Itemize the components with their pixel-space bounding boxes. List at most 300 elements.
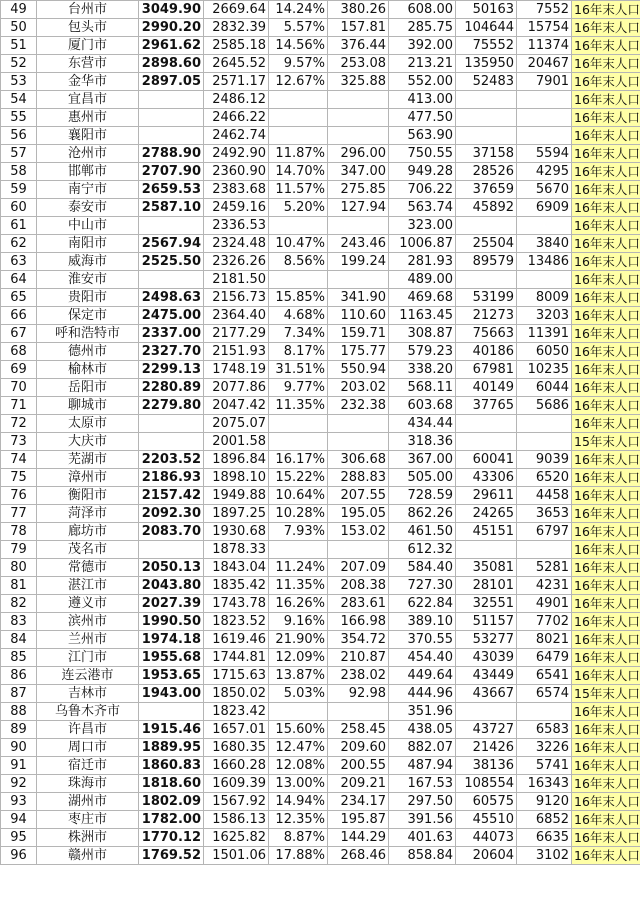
table-row <box>1 559 640 577</box>
rank-cell: 88 <box>1 703 37 721</box>
prev-gdp-cell: 2181.50 <box>204 271 269 289</box>
gdp-per-capita-usd-cell: 3840 <box>517 235 572 253</box>
increase-cell: 203.02 <box>328 379 389 397</box>
rank-cell: 80 <box>1 559 37 577</box>
gdp-per-capita-usd-cell: 7901 <box>517 73 572 91</box>
prev-gdp-cell: 2383.68 <box>204 181 269 199</box>
gdp-per-capita-usd-cell: 6909 <box>517 199 572 217</box>
increase-cell: 283.61 <box>328 595 389 613</box>
population-cell: 622.84 <box>389 595 456 613</box>
prev-gdp-cell: 2466.22 <box>204 109 269 127</box>
gdp-per-capita-cny-cell: 32551 <box>456 595 517 613</box>
gdp-per-capita-cny-cell: 60041 <box>456 451 517 469</box>
rank-cell: 54 <box>1 91 37 109</box>
prev-gdp-cell: 2077.86 <box>204 379 269 397</box>
rank-cell: 73 <box>1 433 37 451</box>
gdp-cell: 2961.62 <box>139 37 204 55</box>
gdp-per-capita-cny-cell: 53199 <box>456 289 517 307</box>
gdp-cell: 1769.52 <box>139 847 204 865</box>
population-note-cell: 16年末人口 <box>572 73 640 91</box>
increase-cell <box>328 415 389 433</box>
population-note-cell: 16年末人口 <box>572 217 640 235</box>
rank-cell: 72 <box>1 415 37 433</box>
prev-gdp-cell: 1501.06 <box>204 847 269 865</box>
table-row <box>1 703 640 721</box>
gdp-cell: 2525.50 <box>139 253 204 271</box>
gdp-cell: 2299.13 <box>139 361 204 379</box>
gdp-per-capita-usd-cell: 7552 <box>517 1 572 19</box>
rank-cell: 50 <box>1 19 37 37</box>
table-row <box>1 739 640 757</box>
population-note-cell: 16年末人口 <box>572 19 640 37</box>
prev-gdp-cell: 1680.35 <box>204 739 269 757</box>
gdp-per-capita-usd-cell: 4231 <box>517 577 572 595</box>
population-cell: 351.96 <box>389 703 456 721</box>
table-body <box>1 1 640 865</box>
growth-rate-cell: 11.87% <box>269 145 328 163</box>
gdp-per-capita-usd-cell: 13486 <box>517 253 572 271</box>
gdp-per-capita-cny-cell: 51157 <box>456 613 517 631</box>
population-cell: 391.56 <box>389 811 456 829</box>
population-cell: 949.28 <box>389 163 456 181</box>
rank-cell: 60 <box>1 199 37 217</box>
population-note-cell: 16年末人口 <box>572 55 640 73</box>
gdp-per-capita-cny-cell: 38136 <box>456 757 517 775</box>
gdp-cell: 2027.39 <box>139 595 204 613</box>
gdp-per-capita-cny-cell: 43727 <box>456 721 517 739</box>
gdp-cell: 2203.52 <box>139 451 204 469</box>
population-cell: 461.50 <box>389 523 456 541</box>
table-row <box>1 721 640 739</box>
gdp-per-capita-usd-cell: 6520 <box>517 469 572 487</box>
gdp-per-capita-usd-cell <box>517 703 572 721</box>
growth-rate-cell: 7.34% <box>269 325 328 343</box>
growth-rate-cell: 12.35% <box>269 811 328 829</box>
population-note-cell: 16年末人口 <box>572 469 640 487</box>
table-row <box>1 343 640 361</box>
population-note-cell: 16年末人口 <box>572 523 640 541</box>
growth-rate-cell: 9.77% <box>269 379 328 397</box>
gdp-cell: 1860.83 <box>139 757 204 775</box>
gdp-per-capita-cny-cell: 21273 <box>456 307 517 325</box>
prev-gdp-cell: 1586.13 <box>204 811 269 829</box>
table-row <box>1 289 640 307</box>
population-cell: 469.68 <box>389 289 456 307</box>
gdp-per-capita-usd-cell: 3226 <box>517 739 572 757</box>
increase-cell: 144.29 <box>328 829 389 847</box>
gdp-cell: 1955.68 <box>139 649 204 667</box>
population-cell: 454.40 <box>389 649 456 667</box>
gdp-per-capita-cny-cell <box>456 91 517 109</box>
table-row <box>1 847 640 865</box>
gdp-cell <box>139 127 204 145</box>
population-note-cell: 16年末人口 <box>572 325 640 343</box>
city-cell: 江门市 <box>37 649 139 667</box>
gdp-cell: 2567.94 <box>139 235 204 253</box>
table-row <box>1 325 640 343</box>
gdp-cell: 1990.50 <box>139 613 204 631</box>
city-cell: 衡阳市 <box>37 487 139 505</box>
table-row <box>1 1 640 19</box>
prev-gdp-cell: 1949.88 <box>204 487 269 505</box>
population-note-cell: 16年末人口 <box>572 487 640 505</box>
table-row <box>1 613 640 631</box>
gdp-per-capita-usd-cell: 6050 <box>517 343 572 361</box>
gdp-per-capita-cny-cell: 35081 <box>456 559 517 577</box>
increase-cell: 341.90 <box>328 289 389 307</box>
increase-cell: 92.98 <box>328 685 389 703</box>
gdp-per-capita-usd-cell <box>517 109 572 127</box>
prev-gdp-cell: 2336.53 <box>204 217 269 235</box>
gdp-cell: 1770.12 <box>139 829 204 847</box>
table-row <box>1 361 640 379</box>
table-row <box>1 415 640 433</box>
gdp-per-capita-usd-cell: 8021 <box>517 631 572 649</box>
rank-cell: 56 <box>1 127 37 145</box>
city-cell: 宿迁市 <box>37 757 139 775</box>
city-cell: 珠海市 <box>37 775 139 793</box>
population-note-cell: 16年末人口 <box>572 127 640 145</box>
gdp-cell: 3049.90 <box>139 1 204 19</box>
increase-cell: 159.71 <box>328 325 389 343</box>
gdp-per-capita-usd-cell: 11374 <box>517 37 572 55</box>
rank-cell: 66 <box>1 307 37 325</box>
population-cell: 449.64 <box>389 667 456 685</box>
gdp-cell: 1782.00 <box>139 811 204 829</box>
gdp-cell: 1953.65 <box>139 667 204 685</box>
population-cell: 318.36 <box>389 433 456 451</box>
population-note-cell: 16年末人口 <box>572 181 640 199</box>
city-cell: 呼和浩特市 <box>37 325 139 343</box>
gdp-per-capita-usd-cell: 9039 <box>517 451 572 469</box>
gdp-per-capita-cny-cell <box>456 109 517 127</box>
city-cell: 大庆市 <box>37 433 139 451</box>
prev-gdp-cell: 1744.81 <box>204 649 269 667</box>
city-cell: 中山市 <box>37 217 139 235</box>
population-cell: 750.55 <box>389 145 456 163</box>
population-cell: 477.50 <box>389 109 456 127</box>
growth-rate-cell <box>269 433 328 451</box>
growth-rate-cell: 10.64% <box>269 487 328 505</box>
growth-rate-cell <box>269 703 328 721</box>
prev-gdp-cell: 1850.02 <box>204 685 269 703</box>
gdp-cell: 1818.60 <box>139 775 204 793</box>
growth-rate-cell: 15.85% <box>269 289 328 307</box>
gdp-per-capita-usd-cell <box>517 415 572 433</box>
population-note-cell: 16年末人口 <box>572 37 640 55</box>
rank-cell: 82 <box>1 595 37 613</box>
increase-cell: 232.38 <box>328 397 389 415</box>
population-cell: 323.00 <box>389 217 456 235</box>
population-cell: 444.96 <box>389 685 456 703</box>
gdp-per-capita-usd-cell: 20467 <box>517 55 572 73</box>
city-cell: 兰州市 <box>37 631 139 649</box>
city-cell: 包头市 <box>37 19 139 37</box>
table-row <box>1 181 640 199</box>
population-cell: 413.00 <box>389 91 456 109</box>
increase-cell: 253.08 <box>328 55 389 73</box>
rank-cell: 61 <box>1 217 37 235</box>
increase-cell: 306.68 <box>328 451 389 469</box>
gdp-cell: 2186.93 <box>139 469 204 487</box>
population-note-cell: 16年末人口 <box>572 163 640 181</box>
rank-cell: 53 <box>1 73 37 91</box>
growth-rate-cell: 4.68% <box>269 307 328 325</box>
prev-gdp-cell: 2669.64 <box>204 1 269 19</box>
population-note-cell: 16年末人口 <box>572 289 640 307</box>
gdp-per-capita-cny-cell: 45892 <box>456 199 517 217</box>
city-cell: 贵阳市 <box>37 289 139 307</box>
increase-cell: 347.00 <box>328 163 389 181</box>
population-note-cell: 16年末人口 <box>572 109 640 127</box>
growth-rate-cell: 5.20% <box>269 199 328 217</box>
table-row <box>1 811 640 829</box>
growth-rate-cell: 11.57% <box>269 181 328 199</box>
city-cell: 吉林市 <box>37 685 139 703</box>
increase-cell: 376.44 <box>328 37 389 55</box>
city-cell: 南阳市 <box>37 235 139 253</box>
growth-rate-cell <box>269 541 328 559</box>
population-cell: 489.00 <box>389 271 456 289</box>
population-cell: 563.90 <box>389 127 456 145</box>
increase-cell <box>328 91 389 109</box>
population-note-cell: 16年末人口 <box>572 145 640 163</box>
increase-cell: 110.60 <box>328 307 389 325</box>
growth-rate-cell: 5.57% <box>269 19 328 37</box>
population-note-cell: 16年末人口 <box>572 703 640 721</box>
city-cell: 漳州市 <box>37 469 139 487</box>
gdp-per-capita-cny-cell <box>456 415 517 433</box>
city-cell: 德州市 <box>37 343 139 361</box>
population-note-cell: 16年末人口 <box>572 343 640 361</box>
population-note-cell: 16年末人口 <box>572 577 640 595</box>
population-note-cell: 16年末人口 <box>572 1 640 19</box>
gdp-per-capita-cny-cell: 40149 <box>456 379 517 397</box>
table-row <box>1 19 640 37</box>
population-cell: 505.00 <box>389 469 456 487</box>
growth-rate-cell: 11.35% <box>269 397 328 415</box>
gdp-cell <box>139 271 204 289</box>
rank-cell: 55 <box>1 109 37 127</box>
prev-gdp-cell: 1619.46 <box>204 631 269 649</box>
population-note-cell: 16年末人口 <box>572 199 640 217</box>
population-note-cell: 16年末人口 <box>572 595 640 613</box>
population-cell: 167.53 <box>389 775 456 793</box>
table-row <box>1 199 640 217</box>
prev-gdp-cell: 1930.68 <box>204 523 269 541</box>
prev-gdp-cell: 1823.42 <box>204 703 269 721</box>
table-row <box>1 379 640 397</box>
gdp-cell <box>139 109 204 127</box>
table-row <box>1 685 640 703</box>
city-cell: 廊坊市 <box>37 523 139 541</box>
growth-rate-cell: 7.93% <box>269 523 328 541</box>
gdp-per-capita-cny-cell: 21426 <box>456 739 517 757</box>
growth-rate-cell: 12.09% <box>269 649 328 667</box>
rank-cell: 62 <box>1 235 37 253</box>
gdp-per-capita-cny-cell: 43667 <box>456 685 517 703</box>
city-cell: 保定市 <box>37 307 139 325</box>
gdp-per-capita-usd-cell: 7702 <box>517 613 572 631</box>
growth-rate-cell: 14.94% <box>269 793 328 811</box>
growth-rate-cell <box>269 217 328 235</box>
growth-rate-cell <box>269 415 328 433</box>
gdp-per-capita-cny-cell: 52483 <box>456 73 517 91</box>
gdp-per-capita-usd-cell <box>517 271 572 289</box>
rank-cell: 51 <box>1 37 37 55</box>
gdp-cell: 2280.89 <box>139 379 204 397</box>
population-cell: 1163.45 <box>389 307 456 325</box>
rank-cell: 77 <box>1 505 37 523</box>
increase-cell: 354.72 <box>328 631 389 649</box>
prev-gdp-cell: 2832.39 <box>204 19 269 37</box>
population-note-cell: 16年末人口 <box>572 91 640 109</box>
population-cell: 603.68 <box>389 397 456 415</box>
increase-cell: 258.45 <box>328 721 389 739</box>
rank-cell: 58 <box>1 163 37 181</box>
prev-gdp-cell: 2075.07 <box>204 415 269 433</box>
gdp-cell: 2092.30 <box>139 505 204 523</box>
gdp-per-capita-cny-cell <box>456 541 517 559</box>
population-note-cell: 15年末人口 <box>572 685 640 703</box>
increase-cell: 153.02 <box>328 523 389 541</box>
city-cell: 台州市 <box>37 1 139 19</box>
increase-cell: 200.55 <box>328 757 389 775</box>
gdp-per-capita-usd-cell: 6635 <box>517 829 572 847</box>
rank-cell: 70 <box>1 379 37 397</box>
population-note-cell: 16年末人口 <box>572 253 640 271</box>
population-cell: 552.00 <box>389 73 456 91</box>
increase-cell: 550.94 <box>328 361 389 379</box>
gdp-per-capita-usd-cell: 4295 <box>517 163 572 181</box>
increase-cell: 195.05 <box>328 505 389 523</box>
gdp-per-capita-cny-cell <box>456 271 517 289</box>
table-row <box>1 541 640 559</box>
city-cell: 茂名市 <box>37 541 139 559</box>
table-row <box>1 649 640 667</box>
increase-cell <box>328 127 389 145</box>
table-row <box>1 235 640 253</box>
gdp-per-capita-usd-cell: 3203 <box>517 307 572 325</box>
rank-cell: 87 <box>1 685 37 703</box>
increase-cell <box>328 703 389 721</box>
rank-cell: 57 <box>1 145 37 163</box>
rank-cell: 68 <box>1 343 37 361</box>
population-cell: 727.30 <box>389 577 456 595</box>
population-cell: 487.94 <box>389 757 456 775</box>
growth-rate-cell: 21.90% <box>269 631 328 649</box>
gdp-cell: 2157.42 <box>139 487 204 505</box>
population-note-cell: 16年末人口 <box>572 775 640 793</box>
gdp-per-capita-usd-cell: 8009 <box>517 289 572 307</box>
rank-cell: 63 <box>1 253 37 271</box>
growth-rate-cell: 10.28% <box>269 505 328 523</box>
increase-cell: 288.83 <box>328 469 389 487</box>
gdp-per-capita-cny-cell: 29611 <box>456 487 517 505</box>
population-cell: 370.55 <box>389 631 456 649</box>
gdp-per-capita-cny-cell: 45510 <box>456 811 517 829</box>
rank-cell: 96 <box>1 847 37 865</box>
prev-gdp-cell: 1625.82 <box>204 829 269 847</box>
prev-gdp-cell: 1896.84 <box>204 451 269 469</box>
city-cell: 枣庄市 <box>37 811 139 829</box>
table-row <box>1 37 640 55</box>
city-cell: 赣州市 <box>37 847 139 865</box>
prev-gdp-cell: 2324.48 <box>204 235 269 253</box>
population-cell: 563.74 <box>389 199 456 217</box>
gdp-per-capita-cny-cell <box>456 433 517 451</box>
city-cell: 周口市 <box>37 739 139 757</box>
table-row <box>1 55 640 73</box>
gdp-per-capita-usd-cell: 5670 <box>517 181 572 199</box>
city-cell: 邯郸市 <box>37 163 139 181</box>
gdp-cell: 1974.18 <box>139 631 204 649</box>
prev-gdp-cell: 2001.58 <box>204 433 269 451</box>
rank-cell: 69 <box>1 361 37 379</box>
city-cell: 滨州市 <box>37 613 139 631</box>
population-note-cell: 16年末人口 <box>572 811 640 829</box>
table-row <box>1 451 640 469</box>
growth-rate-cell: 14.70% <box>269 163 328 181</box>
gdp-per-capita-cny-cell: 135950 <box>456 55 517 73</box>
growth-rate-cell: 14.56% <box>269 37 328 55</box>
gdp-cell: 2327.70 <box>139 343 204 361</box>
table-row <box>1 307 640 325</box>
population-note-cell: 16年末人口 <box>572 505 640 523</box>
growth-rate-cell: 12.08% <box>269 757 328 775</box>
growth-rate-cell: 15.22% <box>269 469 328 487</box>
rank-cell: 94 <box>1 811 37 829</box>
growth-rate-cell <box>269 271 328 289</box>
rank-cell: 92 <box>1 775 37 793</box>
population-cell: 438.05 <box>389 721 456 739</box>
population-cell: 281.93 <box>389 253 456 271</box>
gdp-cell: 2659.53 <box>139 181 204 199</box>
table-row <box>1 127 640 145</box>
prev-gdp-cell: 2585.18 <box>204 37 269 55</box>
prev-gdp-cell: 1715.63 <box>204 667 269 685</box>
population-note-cell: 16年末人口 <box>572 235 640 253</box>
gdp-cell: 2475.00 <box>139 307 204 325</box>
increase-cell <box>328 433 389 451</box>
prev-gdp-cell: 1898.10 <box>204 469 269 487</box>
population-note-cell: 16年末人口 <box>572 757 640 775</box>
prev-gdp-cell: 2156.73 <box>204 289 269 307</box>
city-cell: 金华市 <box>37 73 139 91</box>
city-cell: 厦门市 <box>37 37 139 55</box>
gdp-per-capita-usd-cell: 4458 <box>517 487 572 505</box>
population-cell: 882.07 <box>389 739 456 757</box>
increase-cell <box>328 217 389 235</box>
city-cell: 芜湖市 <box>37 451 139 469</box>
rank-cell: 59 <box>1 181 37 199</box>
population-cell: 338.20 <box>389 361 456 379</box>
gdp-per-capita-cny-cell: 37659 <box>456 181 517 199</box>
population-note-cell: 16年末人口 <box>572 613 640 631</box>
increase-cell: 209.60 <box>328 739 389 757</box>
table-row <box>1 73 640 91</box>
gdp-cell: 2043.80 <box>139 577 204 595</box>
gdp-per-capita-cny-cell: 53277 <box>456 631 517 649</box>
prev-gdp-cell: 2571.17 <box>204 73 269 91</box>
rank-cell: 90 <box>1 739 37 757</box>
city-cell: 泰安市 <box>37 199 139 217</box>
city-cell: 襄阳市 <box>37 127 139 145</box>
gdp-per-capita-cny-cell: 108554 <box>456 775 517 793</box>
table-row <box>1 217 640 235</box>
table-row <box>1 757 640 775</box>
city-cell: 聊城市 <box>37 397 139 415</box>
